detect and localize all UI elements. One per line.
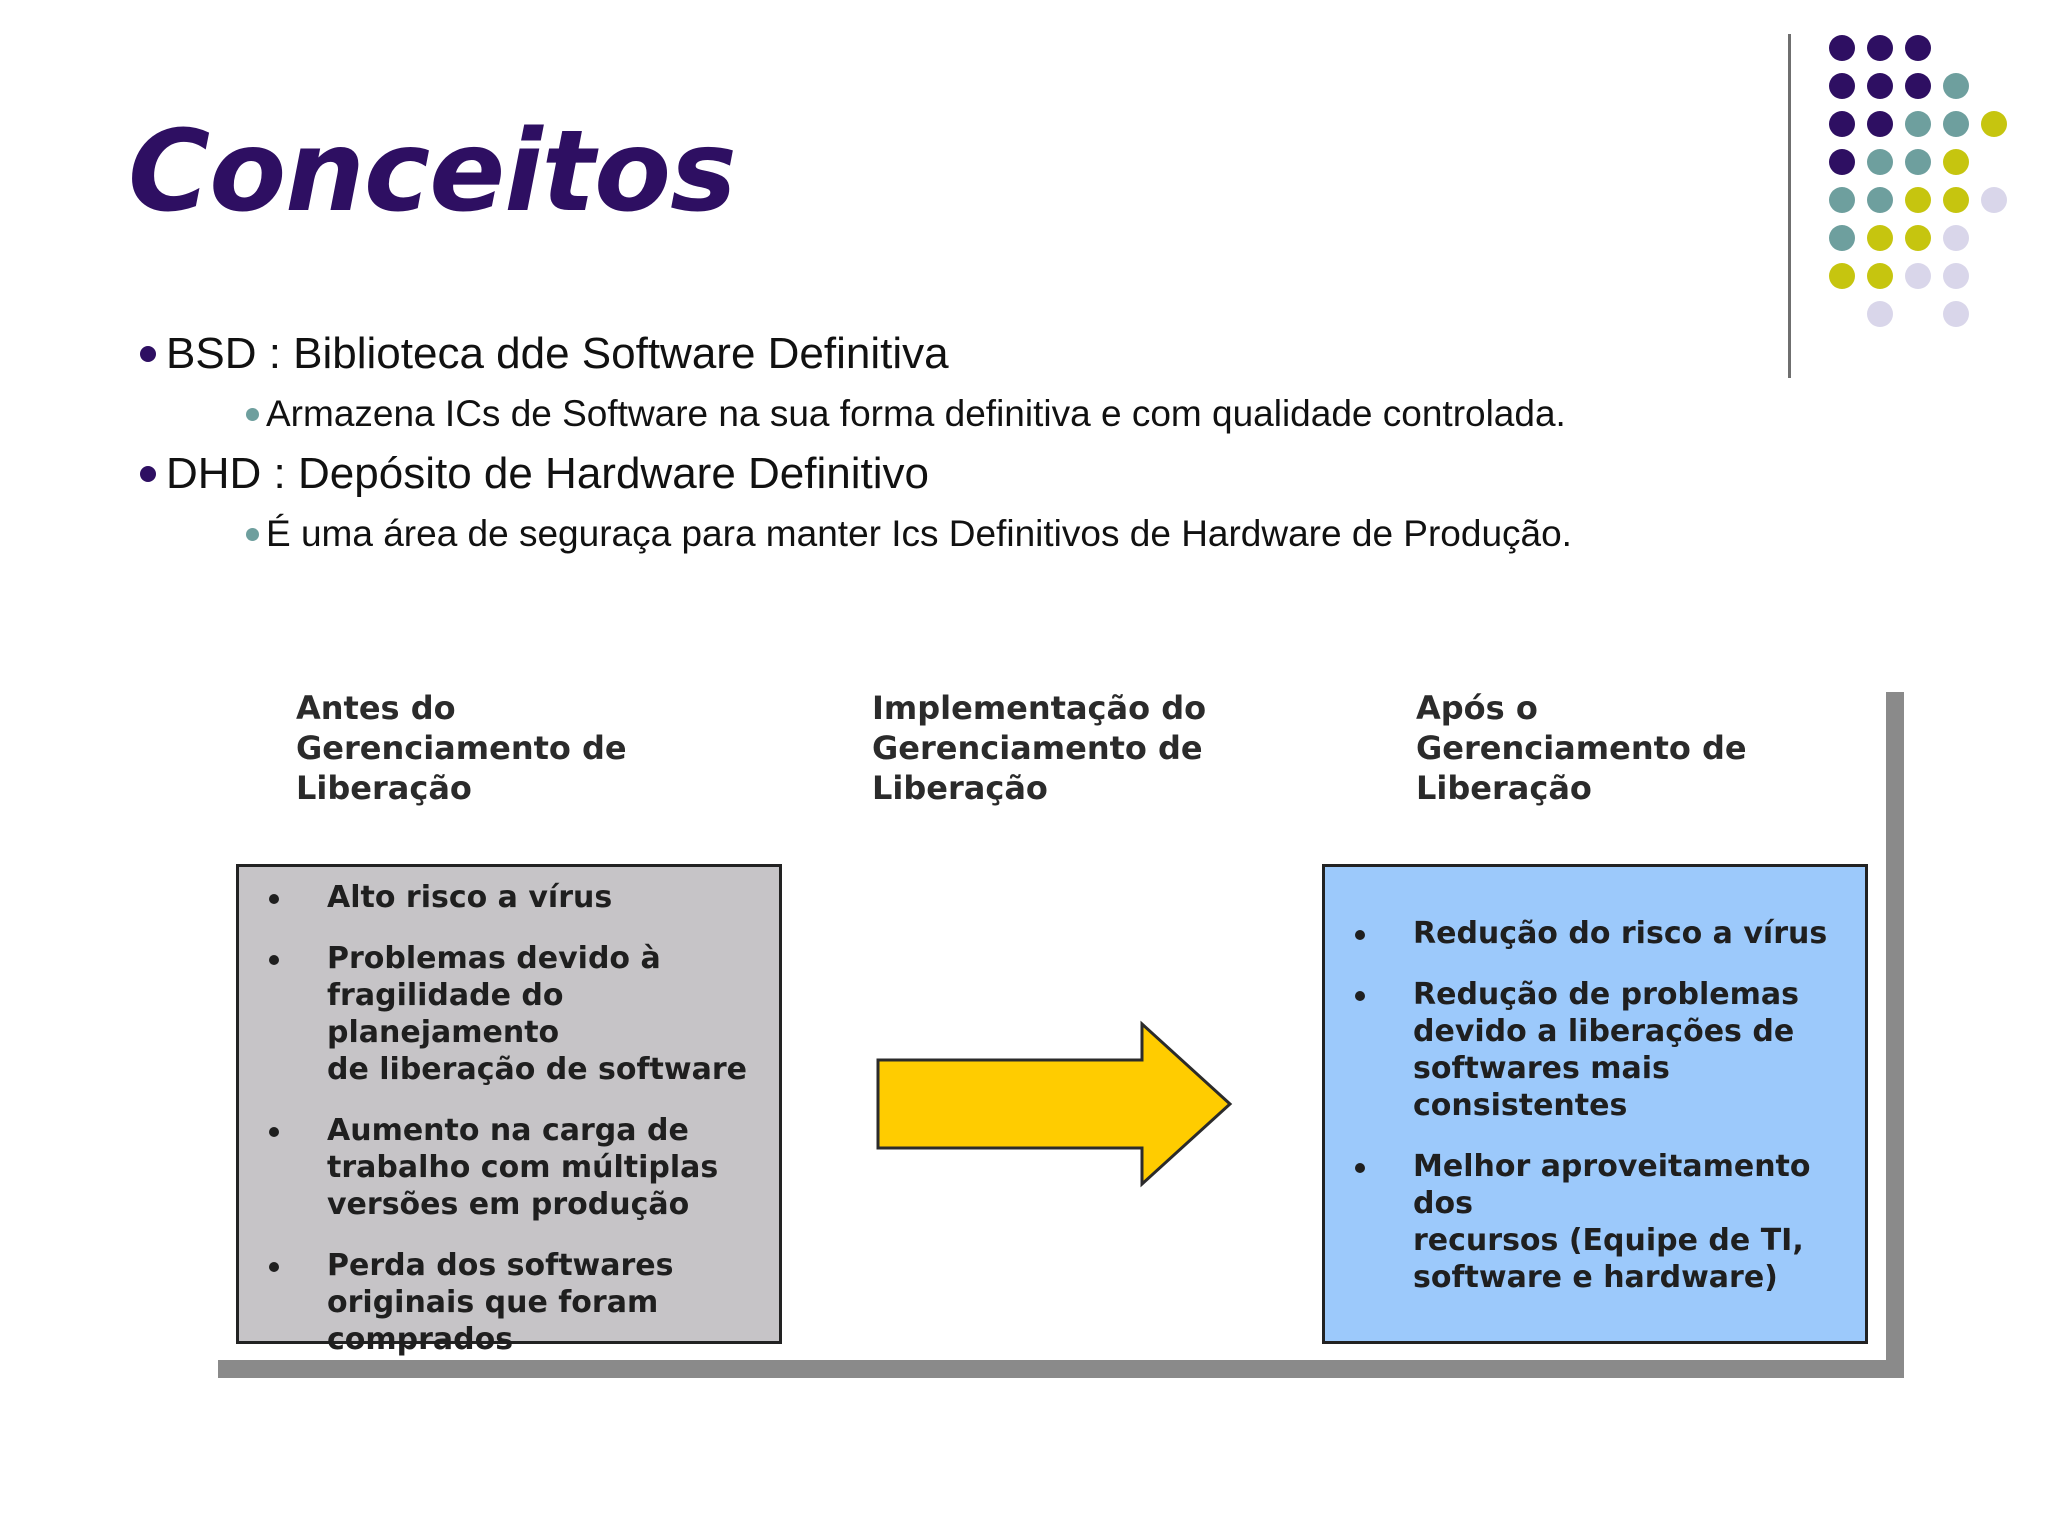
decorative-dot bbox=[1867, 225, 1893, 251]
item-line: recursos (Equipe de TI, bbox=[1413, 1223, 1804, 1258]
header-after bbox=[1416, 688, 1747, 808]
item-line: software e hardware) bbox=[1413, 1260, 1778, 1295]
sub-bullet-icon bbox=[246, 408, 259, 421]
decorative-dot bbox=[1905, 225, 1931, 251]
release-management-diagram bbox=[218, 688, 1904, 1378]
item-line: devido a liberações de bbox=[1413, 1014, 1795, 1049]
decorative-dot bbox=[1867, 263, 1893, 289]
list-item bbox=[239, 1112, 779, 1223]
diagram-shadow-right bbox=[1886, 692, 1904, 1378]
header-line: Após o bbox=[1416, 689, 1538, 727]
item-line: fragilidade do planejamento bbox=[327, 978, 564, 1050]
decorative-dot bbox=[1943, 149, 1969, 175]
page-title: Conceitos bbox=[128, 107, 736, 237]
decorative-dot bbox=[1829, 35, 1855, 61]
diagram-shadow-bottom bbox=[218, 1360, 1904, 1378]
item-line: trabalho com múltiplas bbox=[327, 1150, 719, 1185]
right-arrow-icon bbox=[874, 1020, 1234, 1188]
decorative-dot bbox=[1829, 263, 1855, 289]
bullet-text: BSD : Biblioteca dde Software Definitiva bbox=[166, 329, 949, 378]
decorative-dot bbox=[1905, 149, 1931, 175]
sub-bullet-text: Armazena ICs de Software na sua forma definitiva e com qualidade controlada. bbox=[266, 393, 1566, 434]
decorative-dot bbox=[1905, 111, 1931, 137]
item-line: consistentes bbox=[1413, 1088, 1628, 1123]
decorative-dot bbox=[1943, 111, 1969, 137]
decorative-dot bbox=[1867, 111, 1893, 137]
bullet-bsd bbox=[140, 324, 1740, 384]
item-line: de liberação de software bbox=[327, 1052, 747, 1087]
item-line: Problemas devido à bbox=[327, 941, 661, 976]
header-line: Gerenciamento de bbox=[1416, 729, 1747, 767]
before-box bbox=[236, 864, 782, 1357]
list-item bbox=[1325, 976, 1865, 1124]
header-line: Gerenciamento de bbox=[872, 729, 1203, 767]
decorative-dot bbox=[1905, 187, 1931, 213]
item-line: Melhor aproveitamento dos bbox=[1413, 1149, 1811, 1221]
decorative-dot bbox=[1943, 187, 1969, 213]
list-item bbox=[239, 1247, 779, 1358]
decorative-dot bbox=[1829, 187, 1855, 213]
header-line: Liberação bbox=[296, 769, 472, 807]
sub-bullet-bsd bbox=[246, 388, 1740, 440]
decorative-dot bbox=[1943, 225, 1969, 251]
sub-bullet-dhd bbox=[246, 508, 1740, 560]
header-line: Antes do bbox=[296, 689, 456, 727]
header-line: Implementação do bbox=[872, 689, 1207, 727]
list-item bbox=[1325, 915, 1865, 952]
item-line: Redução de problemas bbox=[1413, 977, 1799, 1012]
after-box bbox=[1322, 864, 1868, 1344]
item-line: originais que foram bbox=[327, 1285, 659, 1320]
bullet-icon bbox=[140, 466, 156, 482]
item-line: softwares mais bbox=[1413, 1051, 1670, 1086]
decorative-dot bbox=[1905, 263, 1931, 289]
decorative-dot bbox=[1943, 73, 1969, 99]
sub-bullet-text: É uma área de seguraça para manter Ics Definitivos de Hardware de Produção. bbox=[266, 513, 1572, 554]
list-item bbox=[1325, 1148, 1865, 1296]
decorative-dot bbox=[1829, 149, 1855, 175]
decorative-dots-icon bbox=[1820, 28, 2020, 338]
item-line: Alto risco a vírus bbox=[327, 880, 613, 915]
item-line: Perda dos softwares bbox=[327, 1248, 674, 1283]
decorative-dot bbox=[1905, 73, 1931, 99]
decorative-dot bbox=[1867, 187, 1893, 213]
item-line: comprados bbox=[327, 1322, 514, 1357]
header-line: Gerenciamento de bbox=[296, 729, 627, 767]
header-line: Liberação bbox=[1416, 769, 1592, 807]
header-before bbox=[296, 688, 627, 808]
list-item bbox=[239, 879, 779, 916]
item-line: Aumento na carga de bbox=[327, 1113, 689, 1148]
item-line: versões em produção bbox=[327, 1187, 690, 1222]
item-line: Redução do risco a vírus bbox=[1413, 916, 1828, 951]
before-list bbox=[239, 879, 779, 1358]
decorative-dot bbox=[1867, 149, 1893, 175]
bullet-text: DHD : Depósito de Hardware Definitivo bbox=[166, 449, 929, 498]
decorative-dot bbox=[1943, 263, 1969, 289]
sub-bullet-icon bbox=[246, 528, 259, 541]
vertical-divider bbox=[1788, 34, 1791, 378]
decorative-dot bbox=[1829, 111, 1855, 137]
decorative-dot bbox=[1981, 187, 2007, 213]
decorative-dot bbox=[1829, 73, 1855, 99]
decorative-dot bbox=[1867, 35, 1893, 61]
header-line: Liberação bbox=[872, 769, 1048, 807]
bullet-list bbox=[140, 324, 1740, 564]
decorative-dot bbox=[1943, 301, 1969, 327]
after-list bbox=[1325, 915, 1865, 1296]
bullet-icon bbox=[140, 346, 156, 362]
list-item bbox=[239, 940, 779, 1088]
decorative-dot bbox=[1829, 225, 1855, 251]
decorative-dot bbox=[1867, 301, 1893, 327]
bullet-dhd bbox=[140, 444, 1740, 504]
decorative-dot bbox=[1981, 111, 2007, 137]
decorative-dot bbox=[1867, 73, 1893, 99]
decorative-dot bbox=[1905, 35, 1931, 61]
header-implementation bbox=[872, 688, 1206, 808]
